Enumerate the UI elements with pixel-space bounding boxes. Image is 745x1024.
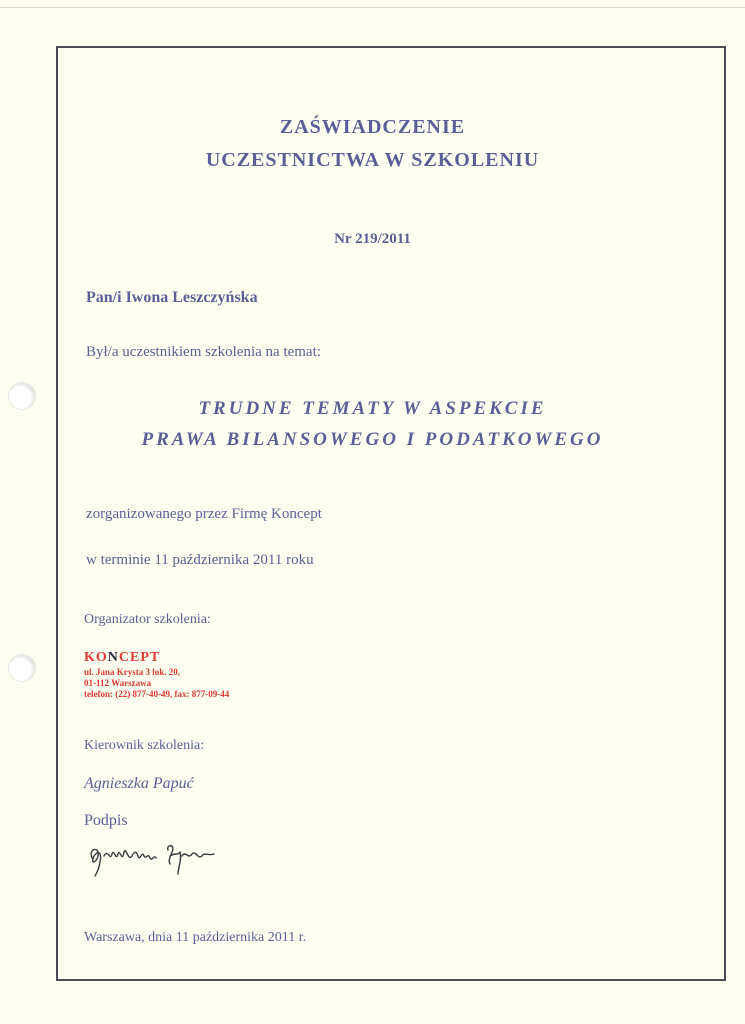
training-topic-line2: PRAWA BILANSOWEGO I PODATKOWEGO [141, 429, 604, 450]
stamp-name-part1: KO [84, 650, 108, 665]
certificate-title-line1: ZAŚWIADCZENIE [279, 116, 466, 138]
punch-hole-bottom [8, 654, 36, 682]
certificate-number: Nr 219/2011 [334, 231, 411, 247]
stamp-name-part3: CEPT [118, 650, 161, 665]
stamp-phone: telefon: (22) 877-40-49, fax: 877-09-44 [84, 689, 230, 699]
stamp-address-line2: 01-112 Warszawa [84, 678, 152, 688]
organizer-stamp-name [84, 650, 160, 666]
signature-label: Podpis [84, 812, 128, 829]
stamp-name-part2: N [107, 650, 119, 665]
participation-text: Był/a uczestnikiem szkolenia na temat: [86, 344, 321, 360]
leader-name: Agnieszka Papuć [84, 775, 194, 792]
place-and-date: Warszawa, dnia 11 października 2011 r. [84, 930, 307, 945]
organizer-label: Organizator szkolenia: [84, 612, 211, 627]
leader-label: Kierownik szkolenia: [84, 738, 205, 753]
certificate-title-line2: UCZESTNICTWA W SZKOLENIU [205, 149, 540, 171]
handwritten-signature [86, 838, 236, 878]
training-topic-line1: TRUDNE TEMATY W ASPEKCIE [198, 398, 547, 419]
participant-name: Pan/i Iwona Leszczyńska [86, 289, 258, 306]
scan-edge-line [0, 7, 745, 8]
training-date-text: w terminie 11 października 2011 roku [86, 552, 314, 568]
stamp-address-line1: ul. Jana Krysta 3 lok. 20, [84, 667, 181, 677]
organized-by-text: zorganizowanego przez Firmę Koncept [86, 506, 322, 522]
